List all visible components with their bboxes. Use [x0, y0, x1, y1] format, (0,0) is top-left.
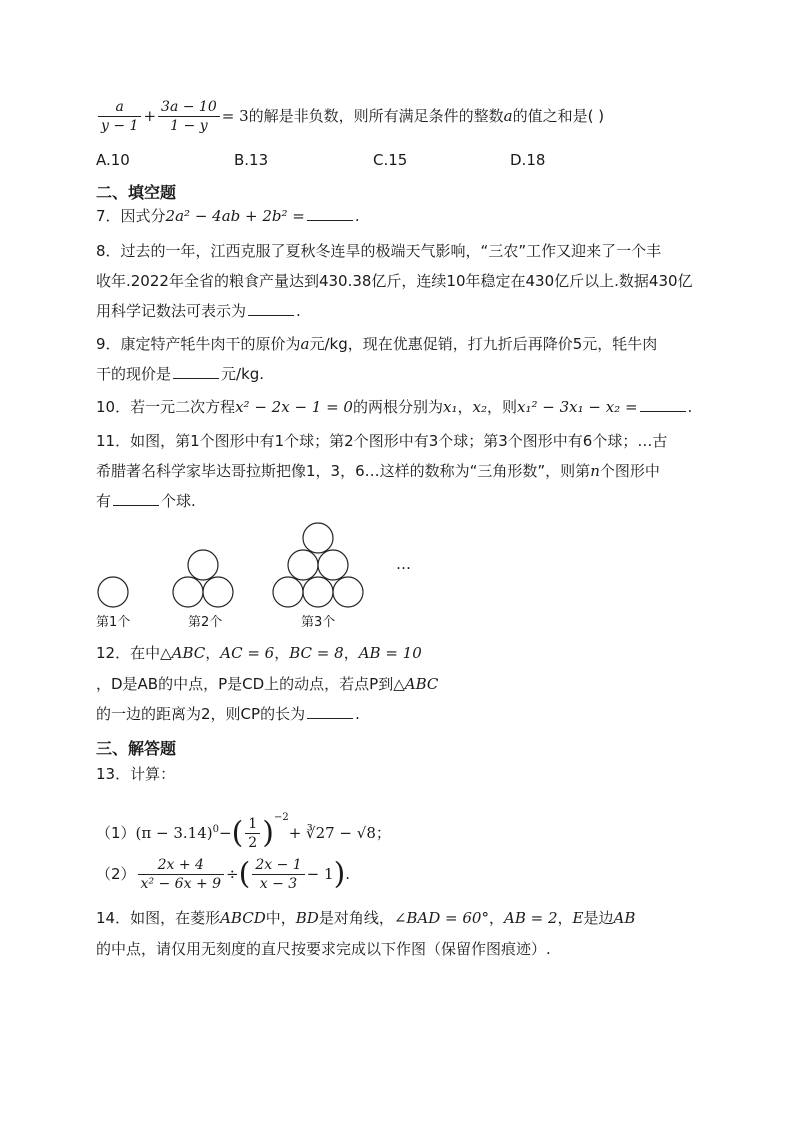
q14-line2: 的中点，请仅用无刻度的直尺按要求完成以下作图（保留作图痕迹）.	[96, 940, 551, 958]
q12-line2-text: ，D是AB的中点，P是CD上的动点，若点P到	[96, 675, 394, 693]
ball	[98, 577, 128, 607]
q10-end: .	[687, 398, 693, 416]
ball	[273, 577, 303, 607]
q13-part1	[96, 796, 391, 855]
q7-blank	[307, 206, 353, 221]
q13-p2-end: .	[345, 865, 351, 883]
q10-equation: x² − 2x − 1 = 0	[235, 398, 353, 416]
q9-blank	[173, 364, 219, 379]
ball	[303, 577, 333, 607]
q9-var-a: a	[300, 335, 310, 353]
q10-expression: x₁² − 3x₁ − x₂ =	[517, 398, 638, 416]
q14-angle: ∠BAD = 60°	[393, 909, 489, 927]
q13-p2-label: （2）	[96, 865, 136, 883]
q9-line1-a: 9．康定特产牦牛肉干的原价为	[96, 335, 301, 353]
q8-line2: 收年.2022年全省的粮食产量达到430.38亿斤，连续10年稳定在430亿斤以上.数据430亿	[96, 272, 693, 290]
figure-label-3: 第3个	[301, 615, 336, 630]
q8-line3-text: 用科学记数法可表示为	[96, 302, 247, 320]
q12-end: .	[355, 705, 360, 723]
q8-blank	[248, 301, 294, 316]
q8-end: .	[296, 302, 301, 320]
option-b: B.13	[234, 151, 269, 169]
q12-line1: 12．在中△ABC，AC = 6，BC = 8，AB = 10	[96, 644, 422, 662]
p2-inner-num: 2x − 1	[252, 856, 304, 875]
q6-var-a: a	[503, 107, 513, 125]
triangular-numbers-figure	[90, 520, 450, 630]
q11-line2-a: 希腊著名科学家毕达哥拉斯把像1，3，6…这样的数称为“三角形数”，则第	[96, 462, 591, 480]
q12-line2	[96, 673, 438, 695]
q9-line2	[96, 363, 264, 385]
q13-half	[245, 815, 260, 852]
ball	[333, 577, 363, 607]
q11-var-n: n	[590, 462, 600, 480]
q7	[96, 205, 360, 227]
equals-three: = 3	[221, 107, 249, 125]
q10-then: ，则	[486, 398, 517, 416]
figure-label-1: 第1个	[96, 615, 131, 630]
p2-num: 2x + 4	[138, 856, 224, 875]
q6-text2: 的值之和是( )	[512, 107, 605, 125]
p2-minus-one: − 1	[306, 865, 334, 883]
frac2-numerator: 3a − 10	[158, 98, 220, 117]
q13-p1-minus: −	[219, 824, 232, 842]
q9-line2-b: 元/kg.	[221, 365, 265, 383]
q11-line2	[96, 460, 660, 482]
q14-ab2: AB	[613, 909, 636, 927]
q14-line1: 14．如图，在菱形ABCD中，BD是对角线，∠BAD = 60°，AB = 2，E是边AB	[96, 909, 636, 927]
q10-prefix: 10．若一元二次方程	[96, 398, 236, 416]
frac2-denominator: 1 − y	[170, 118, 208, 134]
section-title-solutions: 三、解答题	[96, 739, 177, 758]
fraction-2	[158, 98, 220, 135]
q11-line1: 11．如图，第1个图形中有1个球；第2个图形中有3个球；第3个图形中有6个球；…古	[96, 432, 668, 450]
plus-sign: +	[143, 107, 157, 125]
q7-prefix: 7．因式分	[96, 207, 166, 225]
q11-line3-a: 有	[96, 492, 112, 510]
frac1-numerator: a	[98, 98, 141, 117]
q13-part2	[96, 852, 350, 896]
q8-line3	[96, 300, 301, 322]
q13-p1-exp0: 0	[212, 824, 219, 835]
q7-expression: 2a² − 4ab + 2b² =	[165, 207, 305, 225]
q9-line1-b: 元/kg，现在优惠促销，打九折后再降价5元，牦牛肉	[309, 335, 658, 353]
ball	[173, 577, 203, 607]
q13-p2-fraction	[138, 856, 224, 893]
q14-line1-c: 是对角线，	[318, 909, 394, 927]
paren-left: (	[238, 856, 251, 892]
half-num: 1	[245, 815, 260, 834]
q14-e: E	[572, 909, 584, 927]
figure-ellipsis: …	[396, 555, 411, 573]
q14-line1-a: 14．如图，在菱形	[96, 909, 221, 927]
option-d: D.18	[510, 151, 546, 169]
q13-p1-end: ；	[375, 824, 391, 842]
ball	[303, 523, 333, 553]
ball	[318, 550, 348, 580]
q9-line2-a: 干的现价是	[96, 365, 172, 383]
q12-ab: AB = 10	[358, 644, 422, 662]
half-den: 2	[248, 835, 258, 851]
section-title-fill-in: 二、填空题	[96, 183, 177, 202]
q13-p1-label: （1）	[96, 824, 136, 842]
q9-line1	[96, 333, 657, 355]
q11-blank	[113, 491, 159, 506]
q13-p2-inner-fraction	[252, 856, 304, 893]
q12-line1-a: 12．在中	[96, 644, 161, 662]
q13-p1-exp: −2	[273, 812, 289, 823]
q14-abcd: ABCD	[220, 909, 266, 927]
q6-stem	[96, 97, 604, 135]
p2-den: x² − 6x + 9	[140, 876, 222, 892]
ball	[288, 550, 318, 580]
q12-line3-a: 的一边的距离为2，则CP的长为	[96, 705, 306, 723]
fraction-1	[98, 98, 141, 135]
option-c: C.15	[373, 151, 408, 169]
figure-label-2: 第2个	[188, 615, 223, 630]
paren-right: )	[262, 815, 274, 851]
q12-bc: BC = 8	[289, 644, 344, 662]
q13-p1-roots: + ∛27 − √8	[288, 824, 376, 842]
q12-ac: AC = 6	[220, 644, 275, 662]
q11-line2-b: 个图形中	[599, 462, 660, 480]
q8-line1: 8．过去的一年，江西克服了夏秋冬连旱的极端天气影响，“三农”工作又迎来了一个丰	[96, 242, 662, 260]
q7-suffix: .	[354, 207, 360, 225]
q10-blank	[640, 397, 686, 412]
q11-line3	[96, 490, 196, 512]
q10-x1: x₁	[443, 398, 458, 416]
q12-triangle-2: △ABC	[393, 675, 439, 693]
q14-line1-d: 是边	[583, 909, 614, 927]
ball	[188, 550, 218, 580]
option-a: A.10	[96, 151, 130, 169]
divide-sign: ÷	[226, 865, 239, 883]
q10-x2: x₂	[472, 398, 487, 416]
q12-triangle: △ABC	[160, 644, 206, 662]
q14-bd: BD	[295, 909, 319, 927]
frac1-denominator: y − 1	[101, 118, 139, 134]
q11-line3-b: 个球.	[161, 492, 196, 510]
q14-line1-b: 中，	[265, 909, 296, 927]
q12-line3	[96, 703, 360, 725]
q12-blank	[307, 704, 353, 719]
paren-left: (	[231, 815, 244, 851]
q13-title: 13．计算：	[96, 765, 176, 783]
q10-mid: 的两根分别为	[352, 398, 443, 416]
p2-inner-den: x − 3	[259, 876, 298, 892]
q10-comma: ，	[457, 398, 473, 416]
paren-right: )	[333, 856, 346, 892]
ball	[203, 577, 233, 607]
q10	[96, 396, 692, 418]
q14-ab: AB = 2	[504, 909, 558, 927]
q6-text: 的解是非负数，则所有满足条件的整数	[248, 107, 504, 125]
q13-p1-pi-term: (π − 3.14)	[135, 824, 213, 842]
